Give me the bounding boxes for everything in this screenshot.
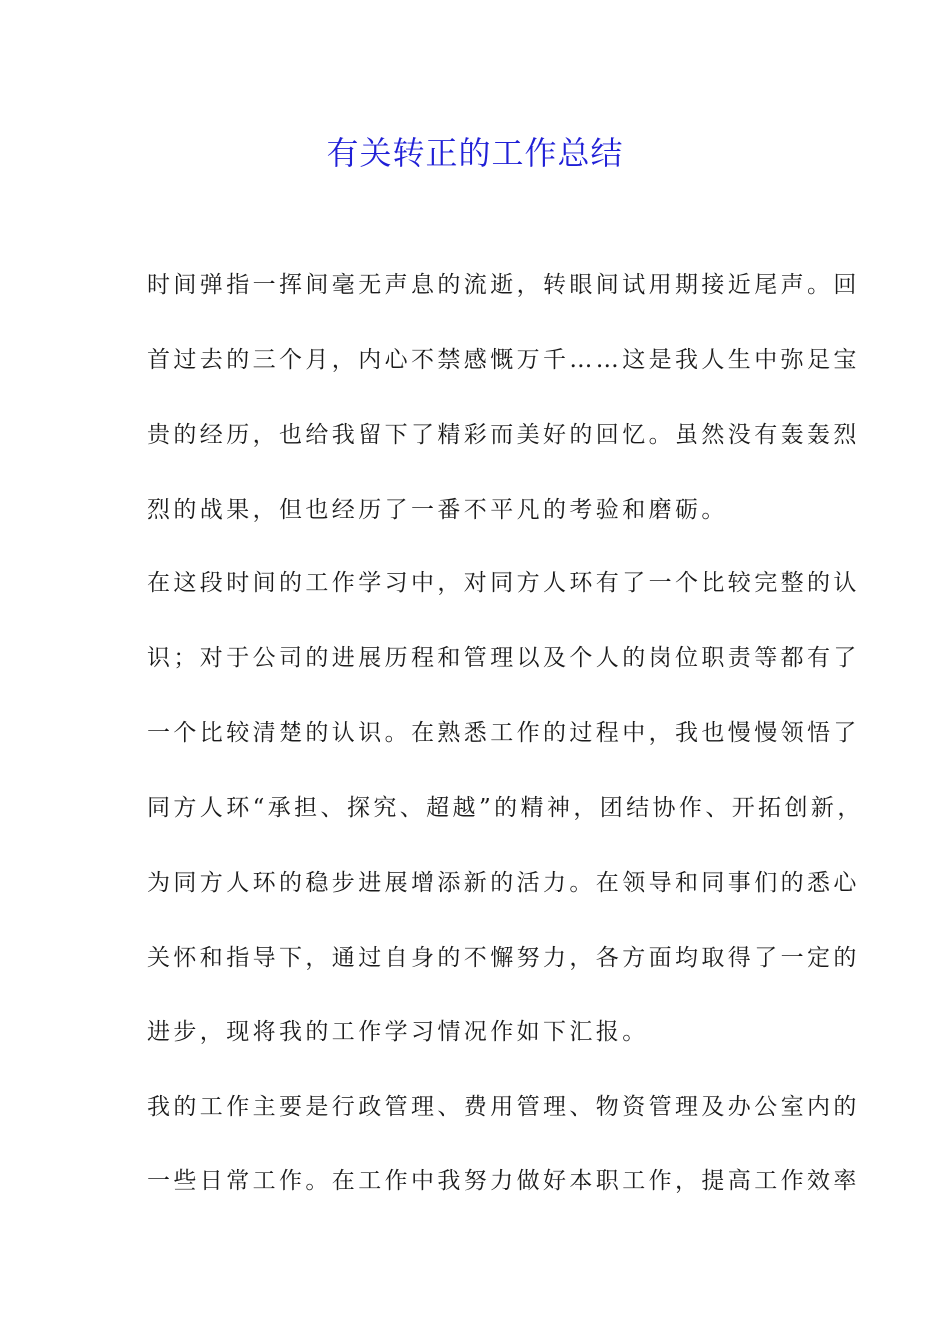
document-title: 有关转正的工作总结 (326, 134, 624, 172)
text-line: 为同方人环的稳步进展增添新的活力。在领导和同事们的悉心 (147, 870, 860, 896)
text-line: 识；对于公司的进展历程和管理以及个人的岗位职责等都有了 (147, 645, 860, 671)
text-line: 一些日常工作。在工作中我努力做好本职工作，提高工作效率 (147, 1168, 860, 1194)
text-line: 贵的经历，也给我留下了精彩而美好的回忆。虽然没有轰轰烈 (147, 422, 860, 448)
text-line: 关怀和指导下，通过自身的不懈努力，各方面均取得了一定的 (147, 945, 860, 971)
text-line: 在这段时间的工作学习中，对同方人环有了一个比较完整的认 (147, 570, 860, 596)
text-line: 同方人环“承担、探究、超越”的精神，团结协作、开拓创新， (147, 795, 864, 821)
text-line: 一个比较清楚的认识。在熟悉工作的过程中，我也慢慢领悟了 (147, 720, 860, 746)
text-line: 我的工作主要是行政管理、费用管理、物资管理及办公室内的 (147, 1094, 860, 1120)
text-line: 首过去的三个月，内心不禁感慨万千……这是我人生中弥足宝 (147, 347, 860, 373)
text-line: 进步，现将我的工作学习情况作如下汇报。 (147, 1019, 649, 1045)
text-line: 时间弹指一挥间毫无声息的流逝，转眼间试用期接近尾声。回 (147, 272, 860, 298)
text-line: 烈的战果，但也经历了一番不平凡的考验和磨砺。 (147, 497, 728, 523)
